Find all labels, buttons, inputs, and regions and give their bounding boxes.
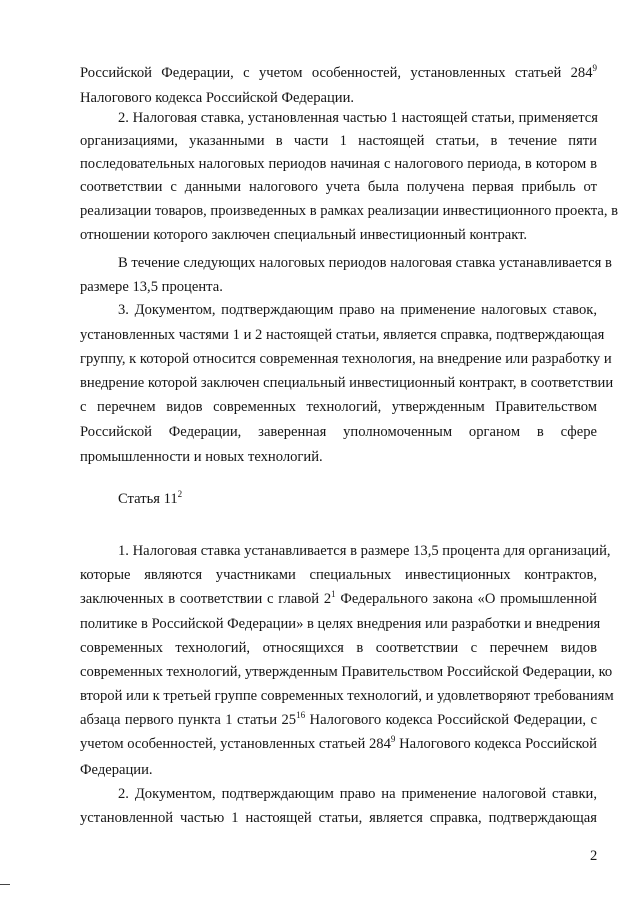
paragraph-4-line: группу, к которой относится современная технология, на внедрение или разработку и: [80, 351, 612, 367]
paragraph-continuation-line: Налогового кодекса Российской Федерации.: [80, 90, 355, 106]
article-paragraph-2-line: 2. Документом, подтверждающим право на применение налоговой ставки,: [118, 786, 597, 802]
paragraph-4-line: установленных частями 1 и 2 настоящей статьи, является справка, подтверждающая: [80, 327, 605, 343]
paragraph-2-line: реализации товаров, произведенных в рамках реализации инвестиционного проекта, в: [80, 203, 619, 219]
paragraph-4-line: промышленности и новых технологий.: [80, 449, 323, 465]
paragraph-3-line: размере 13,5 процента.: [80, 279, 223, 295]
paragraph-2-line: отношении которого заключен специальный инвестиционный контракт.: [80, 227, 528, 243]
paragraph-3-line: В течение следующих налоговых периодов налоговая ставка устанавливается в: [118, 255, 612, 271]
paragraph-2-line: организациями, указанными в части 1 настоящей статьи, в течение пяти: [80, 133, 597, 149]
article-paragraph-1-line: политике в Российской Федерации» в целях внедрения или разработки и внедрения: [80, 616, 601, 632]
article-paragraph-1-line: учетом особенностей, установленных статьей $284^9$ Налогового кодекса Российской: [80, 734, 597, 752]
scan-edge-mark: [0, 884, 10, 885]
article-paragraph-1-line: которые являются участниками специальных инвестиционных контрактов,: [80, 567, 597, 583]
article-paragraph-1-line: современных технологий, утвержденным Правительством Российской Федерации, ко: [80, 664, 613, 680]
paragraph-4-line: 3. Документом, подтверждающим право на применение налоговых ставок,: [118, 302, 597, 318]
article-paragraph-1-line: заключенных в соответствии с главой $2^1$ Федерального закона «О промышленной: [80, 589, 597, 607]
article-paragraph-1-line: 1. Налоговая ставка устанавливается в размере 13,5 процента для организаций,: [118, 543, 611, 559]
paragraph-4-line: внедрение которой заключен специальный инвестиционный контракт, в соответствии: [80, 375, 614, 391]
article-paragraph-1-line: современных технологий, относящихся в соответствии с перечнем видов: [80, 640, 597, 656]
paragraph-2-line: соответствии с данными налогового учета была получена первая прибыль от: [80, 179, 597, 195]
article-paragraph-2-line: установленной частью 1 настоящей статьи, является справка, подтверждающая: [80, 810, 597, 826]
article-paragraph-1-line: абзаца первого пункта 1 статьи $25^{16}$ Налогового кодекса Российской Федерации, с: [80, 710, 597, 728]
paragraph-2-line: 2. Налоговая ставка, установленная частью 1 настоящей статьи, применяется: [118, 110, 598, 126]
paragraph-4-line: с перечнем видов современных технологий, утвержденным Правительством: [80, 399, 597, 415]
article-paragraph-1-line: Федерации.: [80, 762, 153, 778]
paragraph-2-line: последовательных налоговых периодов начиная с налогового периода, в котором в: [80, 156, 597, 172]
paragraph-continuation-line: Российской Федерации, с учетом особенностей, установленных статьей $284^9$: [80, 63, 597, 81]
page-number: 2: [590, 848, 598, 864]
article-heading: Статья $11^2$: [118, 489, 183, 507]
paragraph-4-line: Российской Федерации, заверенная уполномоченным органом в сфере: [80, 424, 597, 440]
article-paragraph-1-line: второй или к третьей группе современных технологий, и удовлетворяют требованиям: [80, 688, 614, 704]
